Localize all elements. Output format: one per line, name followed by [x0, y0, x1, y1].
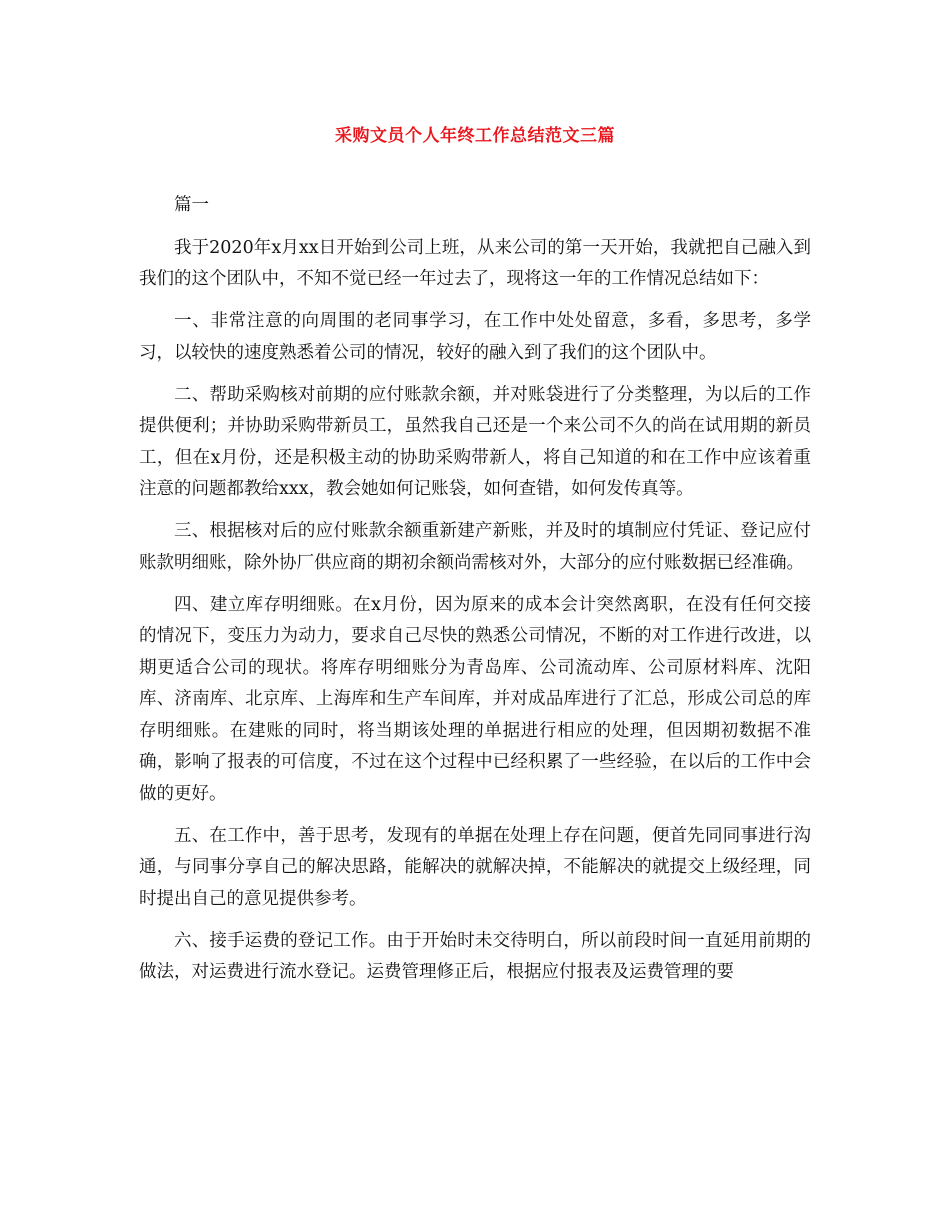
- paragraph-item-4: 四、建立库存明细账。在x月份，因为原来的成本会计突然离职，在没有任何交接的情况下，变压力为动力，要求自己尽快的熟悉公司情况，不断的对工作进行改进，以期更适合公司的现状。将库存明细账分为青岛库、公司流动库、公司原材料库、沈阳库、济南库、北京库、上海库和生产车间库，并对成品库进行了汇总，形成公司总的库存明细账。在建账的同时，将当期该处理的单据进行相应的处理，但因期初数据不准确，影响了报表的可信度，不过在这个过程中已经积累了一些经验，在以后的工作中会做的更好。: [139, 594, 811, 804]
- paragraph-item-3: 三、根据核对后的应付账款余额重新建产新账，并及时的填制应付凭证、登记应付账款明细账，除外协厂供应商的期初余额尚需核对外，大部分的应付账数据已经准确。: [139, 521, 811, 573]
- paragraph-intro: 我于2020年x月xx日开始到公司上班，从来公司的第一天开始，我就把自己融入到我们的这个团队中，不知不觉已经一年过去了，现将这一年的工作情况总结如下：: [139, 237, 811, 289]
- paragraph-item-5: 五、在工作中，善于思考，发现有的单据在处理上存在问题，便首先同同事进行沟通，与同事分享自己的解决思路，能解决的就解决掉，不能解决的就提交上级经理，同时提出自己的意见提供参考。: [139, 825, 811, 909]
- document-body: [139, 190, 811, 999]
- paragraph-item-2: 二、帮助采购核对前期的应付账款余额，并对账袋进行了分类整理，为以后的工作提供便利；并协助采购带新员工，虽然我自己还是一个来公司不久的尚在试用期的新员工，但在x月份，还是积极主动的协助采购带新人，将自己知道的和在工作中应该着重注意的问题都教给xxx，教会她如何记账袋，如何查错，如何发传真等。: [139, 384, 811, 499]
- paragraph-item-1: 一、非常注意的向周围的老同事学习，在工作中处处留意，多看，多思考，多学习，以较快的速度熟悉着公司的情况，较好的融入到了我们的这个团队中。: [139, 311, 811, 363]
- paragraph-item-6: 六、接手运费的登记工作。由于开始时未交待明白，所以前段时间一直延用前期的做法，对运费进行流水登记。运费管理修正后，根据应付报表及运费管理的要: [139, 930, 811, 982]
- document-title: 采购文员个人年终工作总结范文三篇: [335, 126, 615, 146]
- section-label: 篇一: [174, 195, 209, 215]
